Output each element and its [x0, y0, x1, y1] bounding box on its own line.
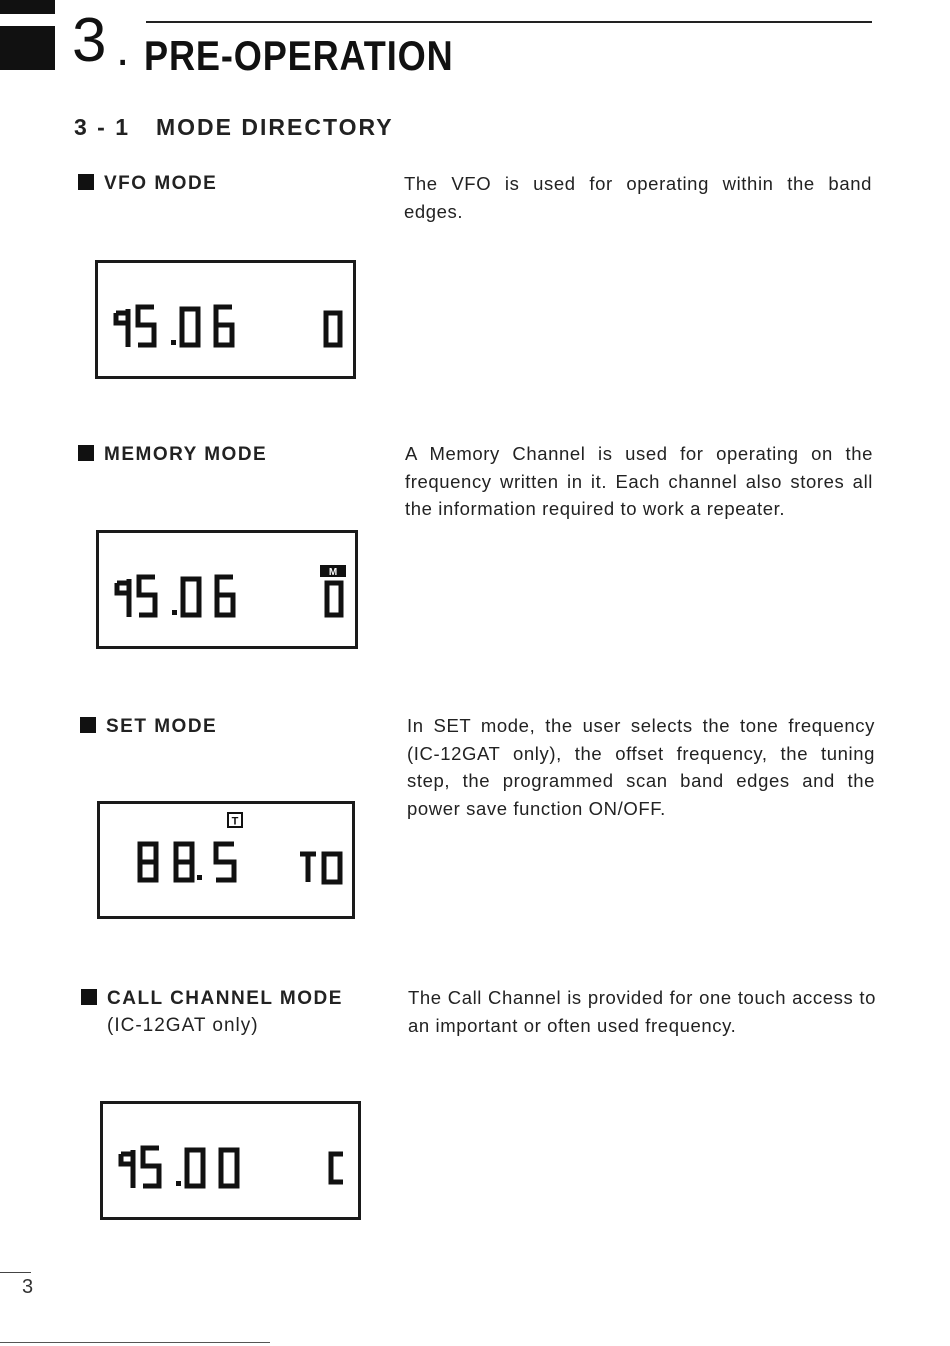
bullet-square-icon	[78, 445, 94, 461]
footer-rule	[0, 1342, 270, 1343]
bullet-square-icon	[81, 989, 97, 1005]
chapter-title: PRE-OPERATION	[144, 32, 454, 79]
memory-mode-label: MEMORY MODE	[78, 444, 267, 466]
set-lcd-display	[97, 801, 355, 919]
memory-indicator-text: M	[328, 567, 338, 578]
chapter-tab-top	[0, 0, 55, 14]
section-number: 3 - 1	[74, 114, 131, 140]
set-mode-description: In SET mode, the user selects the tone frequency (IC-12GAT only), the offset frequency, the tuning step, the programmed scan band edges and the power save function ON/OFF.	[407, 715, 875, 819]
page-number: 3	[22, 1276, 34, 1298]
section-title: MODE DIRECTORY	[156, 114, 394, 140]
lcd-digits-icon	[103, 1104, 358, 1217]
call-channel-mode-label: CALL CHANNEL MODE	[81, 988, 343, 1010]
bullet-square-icon	[78, 174, 94, 190]
lcd-digits-icon	[99, 533, 355, 646]
set-mode-label: SET MODE	[80, 716, 217, 738]
section-heading	[74, 114, 394, 141]
lcd-digits-icon	[100, 804, 352, 916]
vfo-mode-label: VFO MODE	[78, 173, 217, 195]
memory-mode-description: A Memory Channel is used for operating on the frequency written in it. Each channel also stores all the information required to work a repeater.	[405, 443, 873, 519]
bullet-square-icon	[80, 717, 96, 733]
call-channel-mode-description: The Call Channel is provided for one touch access to an important or often used frequency.	[408, 987, 876, 1036]
call-channel-lcd-display	[100, 1101, 361, 1220]
chapter-dot: .	[116, 23, 130, 76]
lcd-digits-icon	[98, 263, 353, 376]
memory-lcd-display	[96, 530, 358, 649]
chapter-tab-marker	[0, 26, 55, 70]
chapter-number: 3	[72, 6, 107, 75]
vfo-mode-description: The VFO is used for operating within the band edges.	[404, 173, 872, 222]
tone-indicator-text: T	[231, 815, 239, 828]
vfo-lcd-display	[95, 260, 356, 379]
call-channel-mode-sublabel: (IC-12GAT only)	[107, 1015, 259, 1036]
chapter-rule	[146, 21, 872, 23]
page-number-rule	[0, 1272, 31, 1273]
